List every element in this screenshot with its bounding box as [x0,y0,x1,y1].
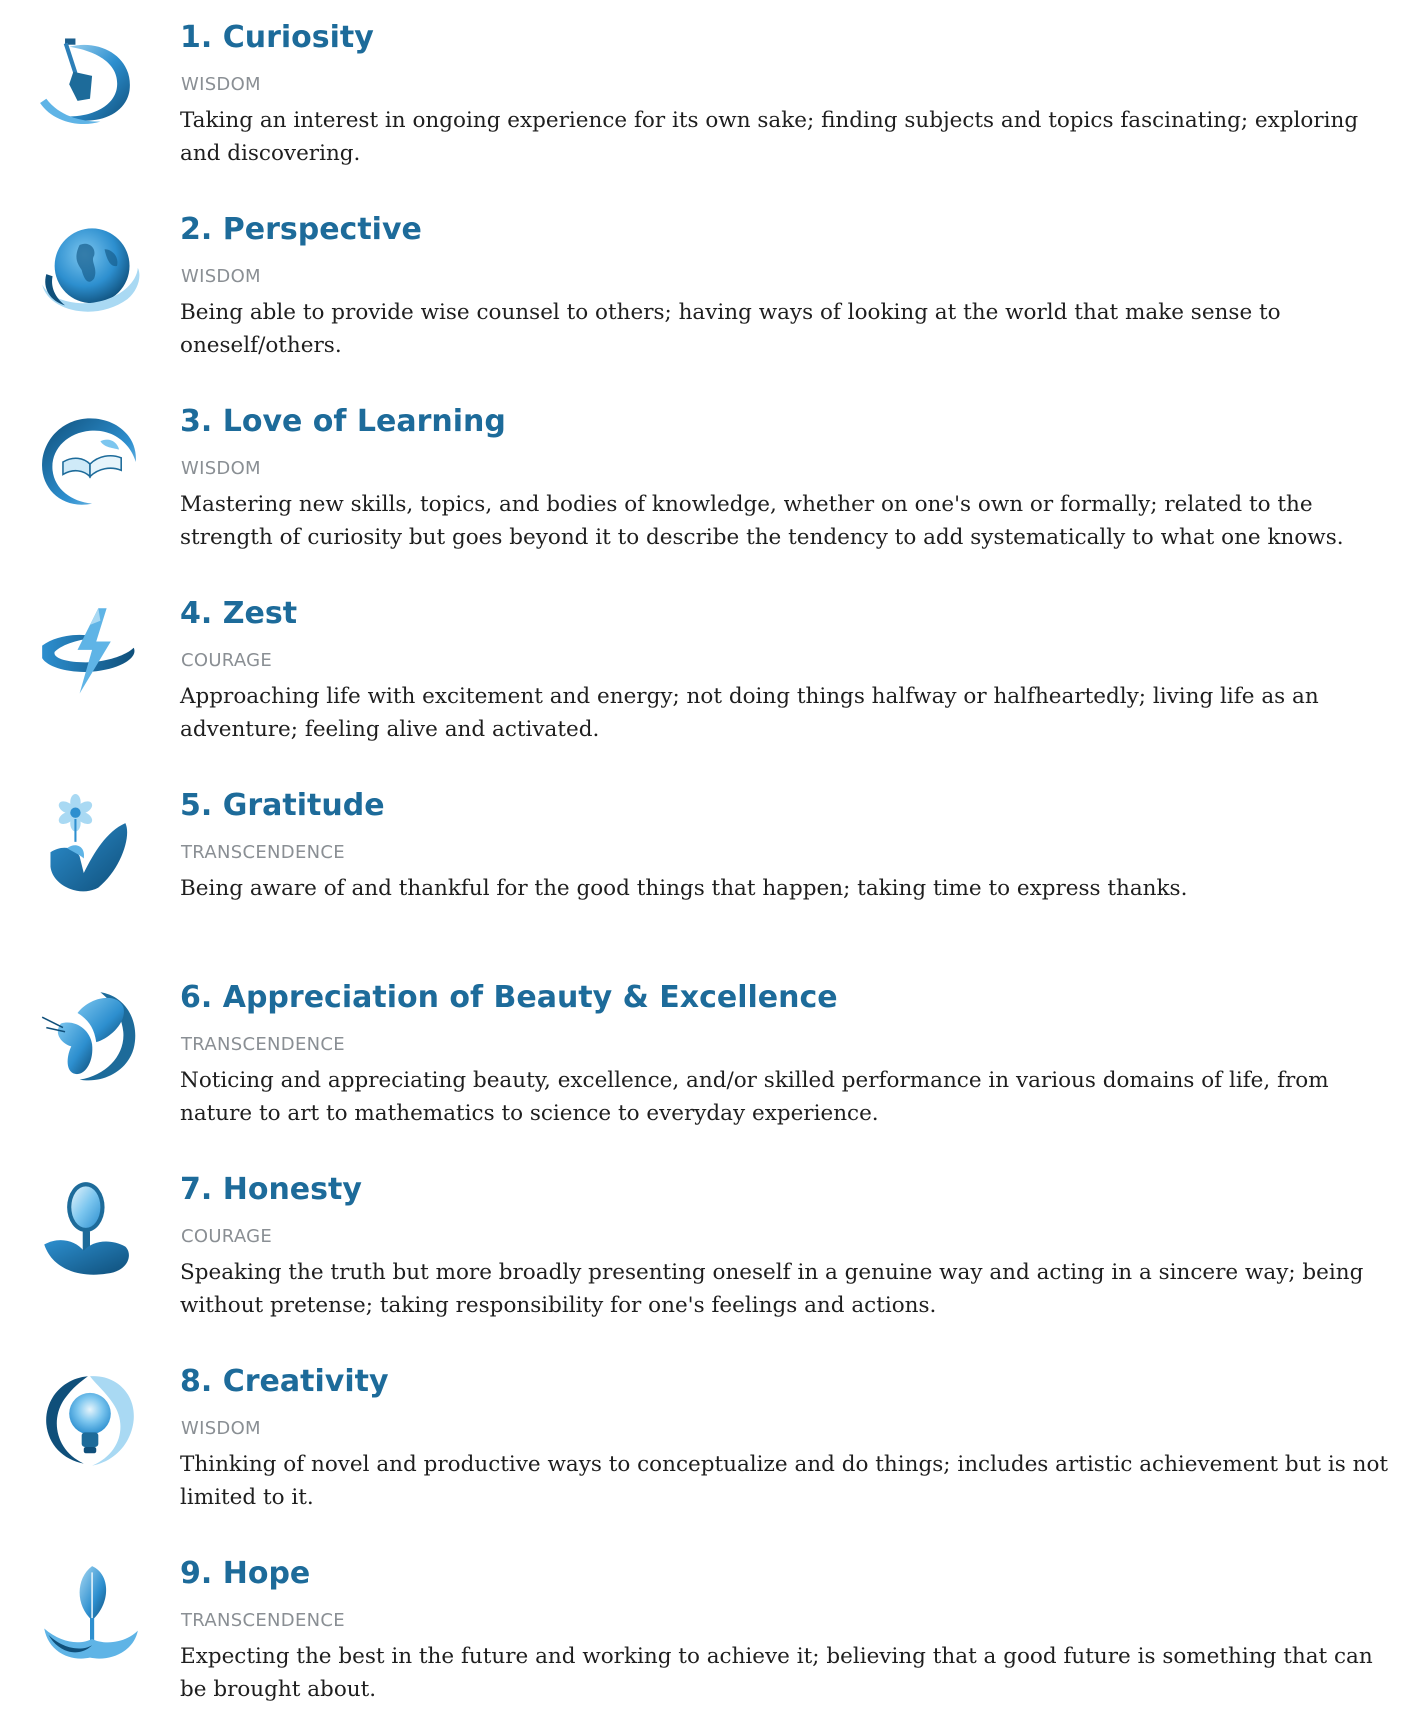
strength-description: Noticing and appreciating beauty, excellence, and/or skilled performance in various domains of life, from nature to art to mathematics to science to everyday experience. [180,1068,1329,1126]
strength-item-honesty [0,1152,1410,1342]
virtue-label: WISDOM [181,74,261,95]
strength-description: Taking an interest in ongoing experience for its own sake; finding subjects and topics fascinating; exploring and discovering. [180,108,1359,166]
strength-description: Speaking the truth but more broadly presenting oneself in a genuine way and acting in a sincere way; being without pretense; taking responsibility for one's feelings and actions. [180,1260,1364,1318]
light-bulb-icon [38,1370,142,1474]
strength-item-appreciation-of-beauty [0,960,1410,1150]
strength-item-curiosity [0,0,1410,190]
strength-title: 3. Love of Learning [180,404,506,439]
virtue-label: TRANSCENDENCE [181,842,345,863]
strength-title: 2. Perspective [180,212,422,247]
strength-description: Approaching life with excitement and energy; not doing things halfway or halfheartedly; living life as an adventure; feeling alive and activated. [180,684,1319,742]
virtue-label: TRANSCENDENCE [181,1034,345,1055]
shovel-icon [38,26,142,130]
strength-item-hope [0,1536,1410,1726]
strength-title: 4. Zest [180,596,298,631]
virtue-label: COURAGE [181,650,273,671]
strength-title: 5. Gratitude [180,788,385,823]
sprout-icon [38,1562,142,1666]
globe-icon [38,218,142,322]
strength-description: Thinking of novel and productive ways to conceptualize and do things; includes artistic achievement but is not limited to it. [180,1452,1389,1510]
strength-item-love-of-learning [0,384,1410,574]
butterfly-icon [38,986,142,1090]
strength-title: 7. Honesty [180,1172,362,1207]
open-book-icon [38,410,142,514]
strength-description: Being able to provide wise counsel to others; having ways of looking at the world that make sense to oneself/others. [180,300,1281,358]
lightning-bolt-icon [38,602,142,706]
strength-item-creativity [0,1344,1410,1534]
virtue-label: WISDOM [181,1418,261,1439]
strength-title: 6. Appreciation of Beauty & Excellence [180,980,838,1015]
strength-item-zest [0,576,1410,766]
strength-title: 8. Creativity [180,1364,389,1399]
strength-item-gratitude [0,768,1410,958]
virtue-label: COURAGE [181,1226,273,1247]
strength-title: 9. Hope [180,1556,311,1591]
virtue-label: TRANSCENDENCE [181,1610,345,1631]
strength-description: Mastering new skills, topics, and bodies of knowledge, whether on one's own or formally; related to the strength of curiosity but goes beyond it to describe the tendency to add systematically to what one knows. [180,492,1344,550]
strength-description: Expecting the best in the future and working to achieve it; believing that a good future is something that can be brought about. [180,1644,1373,1702]
strength-title: 1. Curiosity [180,20,374,55]
virtue-label: WISDOM [181,458,261,479]
strength-item-perspective [0,192,1410,382]
virtue-label: WISDOM [181,266,261,287]
strength-description: Being aware of and thankful for the good things that happen; taking time to express thanks. [180,876,1188,901]
hand-mirror-icon [38,1178,142,1282]
flower-in-hand-icon [38,794,142,898]
